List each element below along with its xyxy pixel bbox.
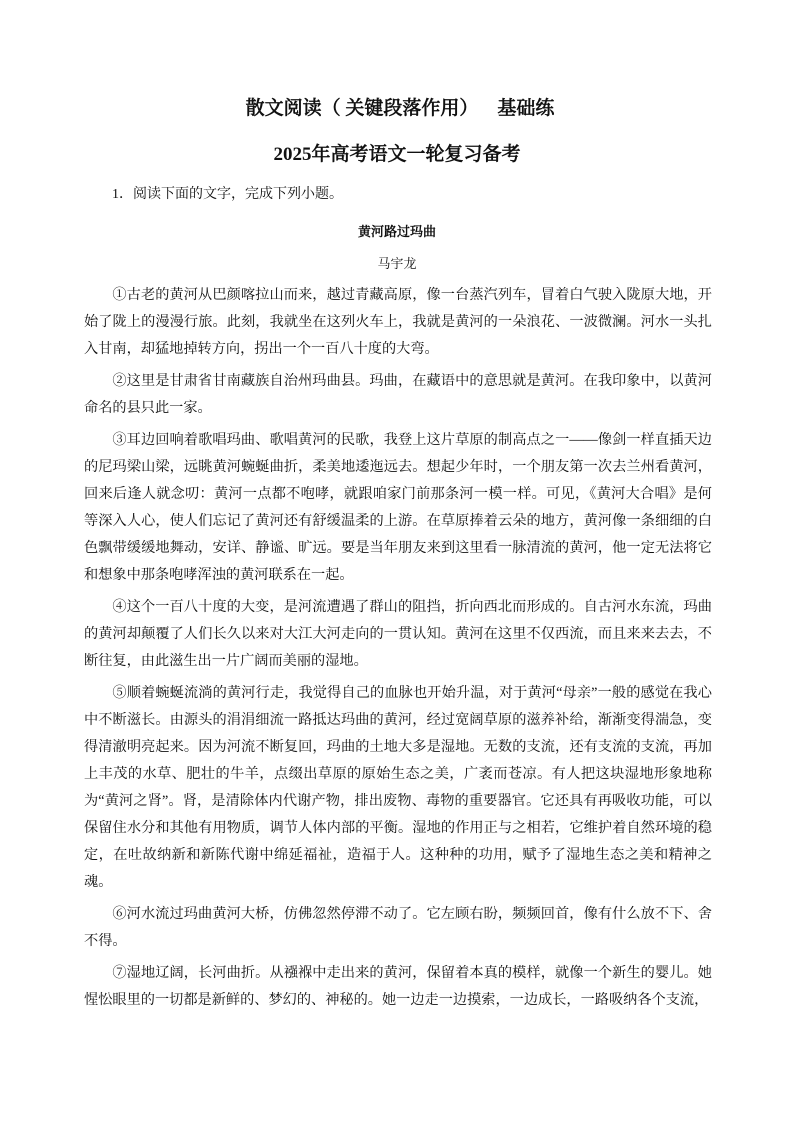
article-author: 马宇龙	[377, 256, 417, 271]
document-title: 散文阅读（ 关键段落作用） 基础练	[245, 98, 555, 119]
paragraph-1: ①古老的黄河从巴颜喀拉山而来，越过青藏高原，像一台蒸汽列车，冒着白气驶入陇原大地，开始了陇上的漫漫行旅。此刻，我就坐在这列火车上，我就是黄河的一朵浪花、一波微澜。河水一头扎入甘南，却猛地掉转方向，拐出一个一百八十度的大弯。	[84, 287, 712, 357]
article-title: 黄河路过玛曲	[357, 224, 436, 239]
question-intro: 1．阅读下面的文字，完成下列小题。	[112, 187, 343, 202]
paragraph-5: ⑤顺着蜿蜒流淌的黄河行走，我觉得自己的血脉也开始升温，对于黄河“母亲”一般的感觉在我心中不断滋长。由源头的涓涓细流一路抵达玛曲的黄河，经过宽阔草原的滋养补给，渐渐变得湍急，变得清澈明亮起来。因为河流不断复回，玛曲的土地大多是湿地。无数的支流，还有支流的支流，再加上丰茂的水草、肥壮的牛羊，点缀出草原的原始生态之美，广袤而苍凉。有人把这块湿地形象地称为“黄河之肾”。肾，是清除体内代谢产物，排出废物、毒物的重要器官。它还具有再吸收功能，可以保留住水分和其他有用物质，调节人体内部的平衡。湿地的作用正与之相若，它维护着自然环境的稳定，在吐故纳新和新陈代谢中绵延福祉，造福于人。这种种的功用，赋予了湿地生态之美和精神之魂。	[84, 685, 712, 890]
paragraph-3: ③耳边回响着歌唱玛曲、歌唱黄河的民歌，我登上这片草原的制高点之一——像剑一样直插天边的尼玛梁山梁，远眺黄河蜿蜒曲折，柔美地逶迤远去。想起少年时，一个朋友第一次去兰州看黄河，回来后逢人就念叨：黄河一点都不咆哮，就跟咱家门前那条河一模一样。可见，《黄河大合唱》是何等深入人心，使人们忘记了黄河还有舒缓温柔的上游。在草原捧着云朵的地方，黄河像一条细细的白色飘带缓缓地舞动，安详、静谧、旷远。要是当年朋友来到这里看一脉清流的黄河，他一定无法将它和想象中那条咆哮浑浊的黄河联系在一起。	[84, 432, 712, 583]
paragraph-4: ④这个一百八十度的大变，是河流遭遇了群山的阻挡，折向西北而形成的。自古河水东流，玛曲的黄河却颠覆了人们长久以来对大江大河走向的一贯认知。黄河在这里不仅西流，而且来来去去，不断往复，由此滋生出一片广阔而美丽的湿地。	[84, 599, 712, 669]
paragraph-2: ②这里是甘肃省甘南藏族自治州玛曲县。玛曲，在藏语中的意思就是黄河。在我印象中，以黄河命名的县只此一家。	[84, 373, 712, 416]
paragraph-7: ⑦湿地辽阔，长河曲折。从襁褓中走出来的黄河，保留着本真的模样，就像一个新生的婴儿。她惺忪眼里的一切都是新鲜的、梦幻的、神秘的。她一边走一边摸索，一边成长，一路吸纳各个支流，	[84, 965, 712, 1008]
paragraph-6: ⑥河水流过玛曲黄河大桥，仿佛忽然停滞不动了。它左顾右盼，频频回首，像有什么放不下、舍不得。	[84, 906, 712, 949]
article-body	[84, 282, 712, 1014]
document-subtitle: 2025年高考语文一轮复习备考	[273, 144, 521, 165]
